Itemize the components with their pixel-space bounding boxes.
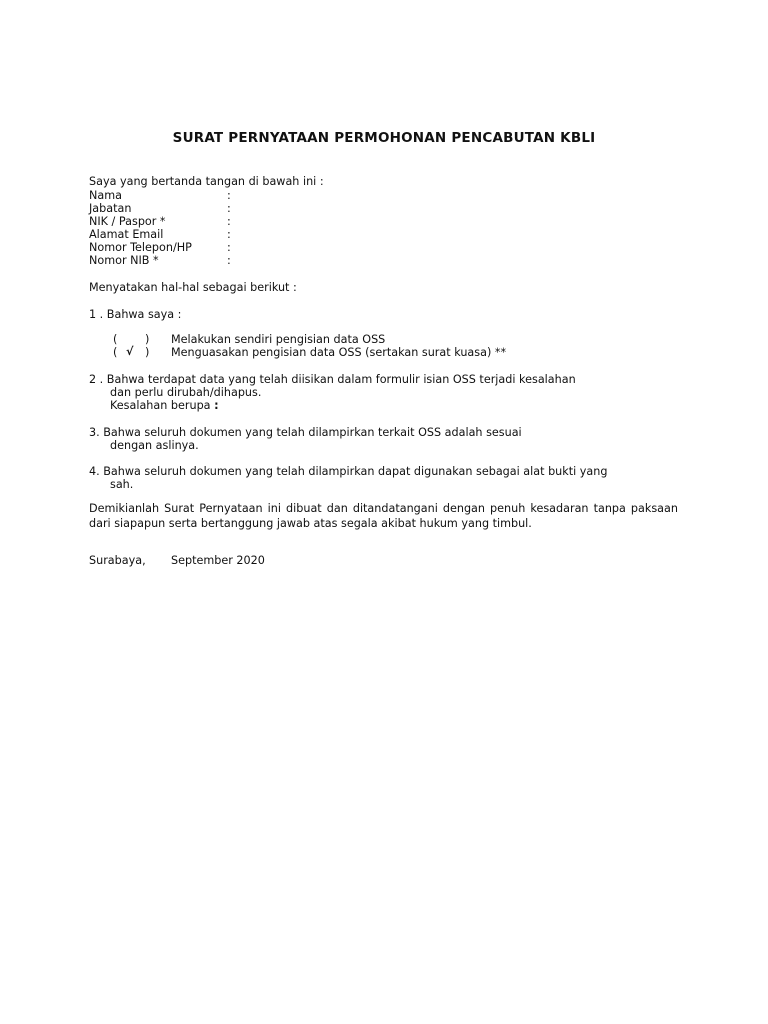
item-2-error-colon: : [214,399,219,412]
closing-paragraph: Demikianlah Surat Pernyataan ini dibuat dan ditandatangani dengan penuh kesadaran tanpa paksaan dari siapapun serta bertanggung jawab atas segala akibat hukum yang timbul. [89,502,678,530]
option-2-open-paren: ( [113,346,118,359]
declaration-text: Menyatakan hal-hal sebagai berikut : [89,281,297,294]
field-colon-telepon: : [227,241,231,254]
field-label-nik: NIK / Paspor * [89,215,166,228]
item-1-lead: 1 . Bahwa saya : [89,308,182,321]
field-colon-nik: : [227,215,231,228]
item-2-line-1: 2 . Bahwa terdapat data yang telah diisikan dalam formulir isian OSS terjadi kesalahan [89,373,576,386]
signing-place: Surabaya, [89,554,146,567]
option-1-close-paren: ) [145,333,150,346]
field-label-telepon: Nomor Telepon/HP [89,241,192,254]
item-3-line-2: dengan aslinya. [110,439,199,452]
option-1-text: Melakukan sendiri pengisian data OSS [171,333,386,346]
option-2-text: Menguasakan pengisian data OSS (sertakan surat kuasa) ** [171,346,507,359]
field-colon-jabatan: : [227,202,231,215]
intro-text: Saya yang bertanda tangan di bawah ini : [89,175,324,188]
item-3-line-1: 3. Bahwa seluruh dokumen yang telah dilampirkan terkait OSS adalah sesuai [89,426,522,439]
field-colon-email: : [227,228,231,241]
item-4-line-1: 4. Bahwa seluruh dokumen yang telah dilampirkan dapat digunakan sebagai alat bukti yang [89,465,608,478]
document-title: SURAT PERNYATAAN PERMOHONAN PENCABUTAN KBLI [172,130,596,146]
field-colon-nib: : [227,254,231,267]
field-colon-nama: : [227,189,231,202]
field-label-email: Alamat Email [89,228,164,241]
field-label-jabatan: Jabatan [89,202,132,215]
option-2-close-paren: ) [145,346,150,359]
item-2-line-2: dan perlu dirubah/dihapus. [110,386,262,399]
field-label-nama: Nama [89,189,122,202]
item-4-line-2: sah. [110,478,134,491]
item-2-error-label: Kesalahan berupa [110,399,211,412]
signing-date: September 2020 [171,554,265,567]
option-2-checkmark-icon: √ [126,345,134,358]
field-label-nib: Nomor NIB * [89,254,159,267]
item-2-line-3 [110,399,219,412]
option-1-open-paren: ( [113,333,118,346]
